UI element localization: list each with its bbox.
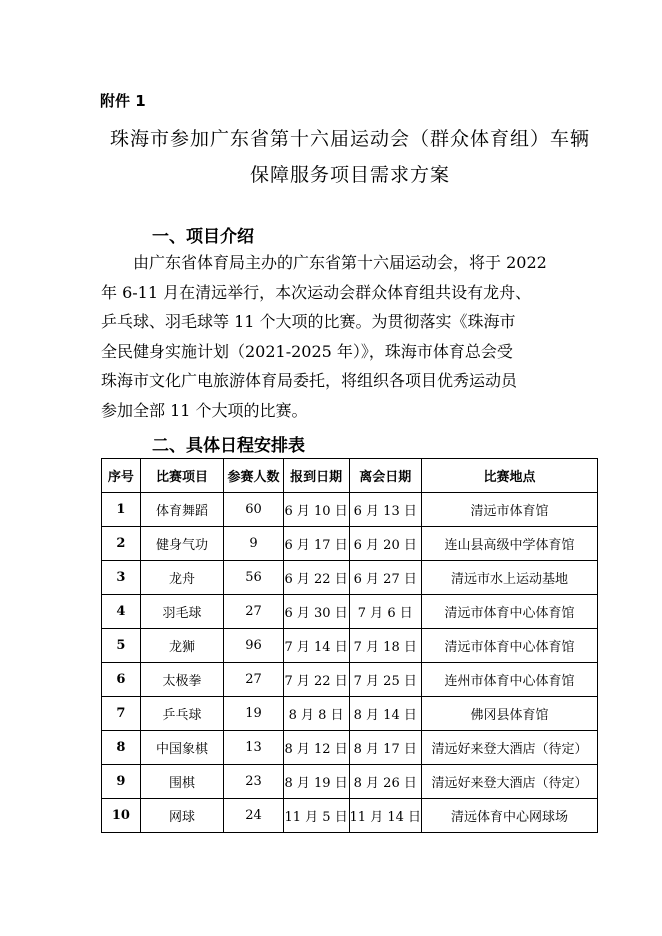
cell-venue: 清远市体育馆 bbox=[422, 493, 598, 527]
cell-departure-date: 8 月 17 日 bbox=[349, 731, 421, 765]
cell-departure-date: 6 月 13 日 bbox=[349, 493, 421, 527]
table-header-row bbox=[102, 459, 598, 493]
cell-arrival-date: 8 月 19 日 bbox=[283, 765, 349, 799]
table-row bbox=[102, 527, 598, 561]
cell-event: 中国象棋 bbox=[140, 731, 224, 765]
cell-participants: 24 bbox=[224, 799, 283, 833]
document-title-line-1: 珠海市参加广东省第十六届运动会（群众体育组）车辆 bbox=[109, 128, 590, 150]
cell-event: 龙舟 bbox=[140, 561, 224, 595]
cell-arrival-date: 8 月 8 日 bbox=[283, 697, 349, 731]
header-index: 序号 bbox=[102, 459, 141, 493]
cell-participants: 27 bbox=[224, 595, 283, 629]
cell-index: 3 bbox=[102, 561, 141, 595]
header-event: 比赛项目 bbox=[140, 459, 224, 493]
cell-venue: 清远体育中心网球场 bbox=[422, 799, 598, 833]
cell-departure-date: 7 月 6 日 bbox=[349, 595, 421, 629]
header-participants: 参赛人数 bbox=[224, 459, 283, 493]
cell-event: 乒乓球 bbox=[140, 697, 224, 731]
cell-event: 龙狮 bbox=[140, 629, 224, 663]
cell-venue: 清远好来登大酒店（待定） bbox=[422, 731, 598, 765]
table-row bbox=[102, 697, 598, 731]
cell-event: 健身气功 bbox=[140, 527, 224, 561]
cell-departure-date: 6 月 20 日 bbox=[349, 527, 421, 561]
cell-arrival-date: 6 月 10 日 bbox=[283, 493, 349, 527]
section-heading-project-intro: 一、项目介绍 bbox=[152, 227, 254, 247]
paragraph-line: 珠海市文化广电旅游体育局委托，将组织各项目优秀运动员 bbox=[101, 371, 518, 390]
cell-event: 网球 bbox=[140, 799, 224, 833]
table-row bbox=[102, 731, 598, 765]
header-venue: 比赛地点 bbox=[422, 459, 598, 493]
cell-departure-date: 7 月 25 日 bbox=[349, 663, 421, 697]
document-title-line-2: 保障服务项目需求方案 bbox=[249, 164, 450, 186]
cell-departure-date: 11 月 14 日 bbox=[349, 799, 421, 833]
cell-venue: 清远市体育中心体育馆 bbox=[422, 595, 598, 629]
header-arrival-date: 报到日期 bbox=[283, 459, 349, 493]
table-row bbox=[102, 595, 598, 629]
cell-venue: 佛冈县体育馆 bbox=[422, 697, 598, 731]
cell-participants: 23 bbox=[224, 765, 283, 799]
cell-event: 围棋 bbox=[140, 765, 224, 799]
cell-index: 7 bbox=[102, 697, 141, 731]
table-row bbox=[102, 629, 598, 663]
cell-departure-date: 8 月 14 日 bbox=[349, 697, 421, 731]
cell-index: 4 bbox=[102, 595, 141, 629]
cell-event: 太极拳 bbox=[140, 663, 224, 697]
cell-arrival-date: 6 月 22 日 bbox=[283, 561, 349, 595]
table-row bbox=[102, 493, 598, 527]
cell-arrival-date: 6 月 17 日 bbox=[283, 527, 349, 561]
cell-participants: 27 bbox=[224, 663, 283, 697]
cell-arrival-date: 11 月 5 日 bbox=[283, 799, 349, 833]
cell-index: 2 bbox=[102, 527, 141, 561]
cell-participants: 19 bbox=[224, 697, 283, 731]
cell-event: 羽毛球 bbox=[140, 595, 224, 629]
header-departure-date: 离会日期 bbox=[349, 459, 421, 493]
cell-arrival-date: 7 月 14 日 bbox=[283, 629, 349, 663]
cell-venue: 清远好来登大酒店（待定） bbox=[422, 765, 598, 799]
schedule-table-body bbox=[102, 493, 598, 833]
cell-arrival-date: 8 月 12 日 bbox=[283, 731, 349, 765]
cell-participants: 13 bbox=[224, 731, 283, 765]
cell-venue: 连州市体育中心体育馆 bbox=[422, 663, 598, 697]
cell-index: 8 bbox=[102, 731, 141, 765]
table-row bbox=[102, 765, 598, 799]
cell-departure-date: 6 月 27 日 bbox=[349, 561, 421, 595]
cell-venue: 连山县高级中学体育馆 bbox=[422, 527, 598, 561]
cell-arrival-date: 6 月 30 日 bbox=[283, 595, 349, 629]
table-row bbox=[102, 799, 598, 833]
schedule-table bbox=[101, 458, 598, 833]
cell-index: 5 bbox=[102, 629, 141, 663]
paragraph-line: 参加全部 11 个大项的比赛。 bbox=[101, 400, 308, 420]
cell-departure-date: 7 月 18 日 bbox=[349, 629, 421, 663]
section-heading-schedule: 二、具体日程安排表 bbox=[152, 436, 305, 456]
cell-participants: 60 bbox=[224, 493, 283, 527]
cell-index: 6 bbox=[102, 663, 141, 697]
cell-participants: 9 bbox=[224, 527, 283, 561]
cell-index: 1 bbox=[102, 493, 141, 527]
cell-index: 10 bbox=[102, 799, 141, 833]
paragraph-line: 全民健身实施计划（2021-2025 年）》，珠海市体育总会受 bbox=[101, 341, 513, 361]
cell-venue: 清远市体育中心体育馆 bbox=[422, 629, 598, 663]
cell-index: 9 bbox=[102, 765, 141, 799]
table-row bbox=[102, 561, 598, 595]
paragraph-line: 年 6-11 月在清远举行，本次运动会群众体育组共设有龙舟、 bbox=[101, 282, 532, 302]
cell-departure-date: 8 月 26 日 bbox=[349, 765, 421, 799]
cell-participants: 56 bbox=[224, 561, 283, 595]
paragraph-line: 乒乓球、羽毛球等 11 个大项的比赛。为贯彻落实《珠海市 bbox=[101, 312, 516, 331]
cell-arrival-date: 7 月 22 日 bbox=[283, 663, 349, 697]
attachment-label: 附件 1 bbox=[100, 92, 146, 110]
table-row bbox=[102, 663, 598, 697]
project-intro-paragraph bbox=[101, 248, 571, 425]
paragraph-line: 由广东省体育局主办的广东省第十六届运动会，将于 2022 bbox=[133, 253, 547, 272]
cell-event: 体育舞蹈 bbox=[140, 493, 224, 527]
cell-participants: 96 bbox=[224, 629, 283, 663]
cell-venue: 清远市水上运动基地 bbox=[422, 561, 598, 595]
